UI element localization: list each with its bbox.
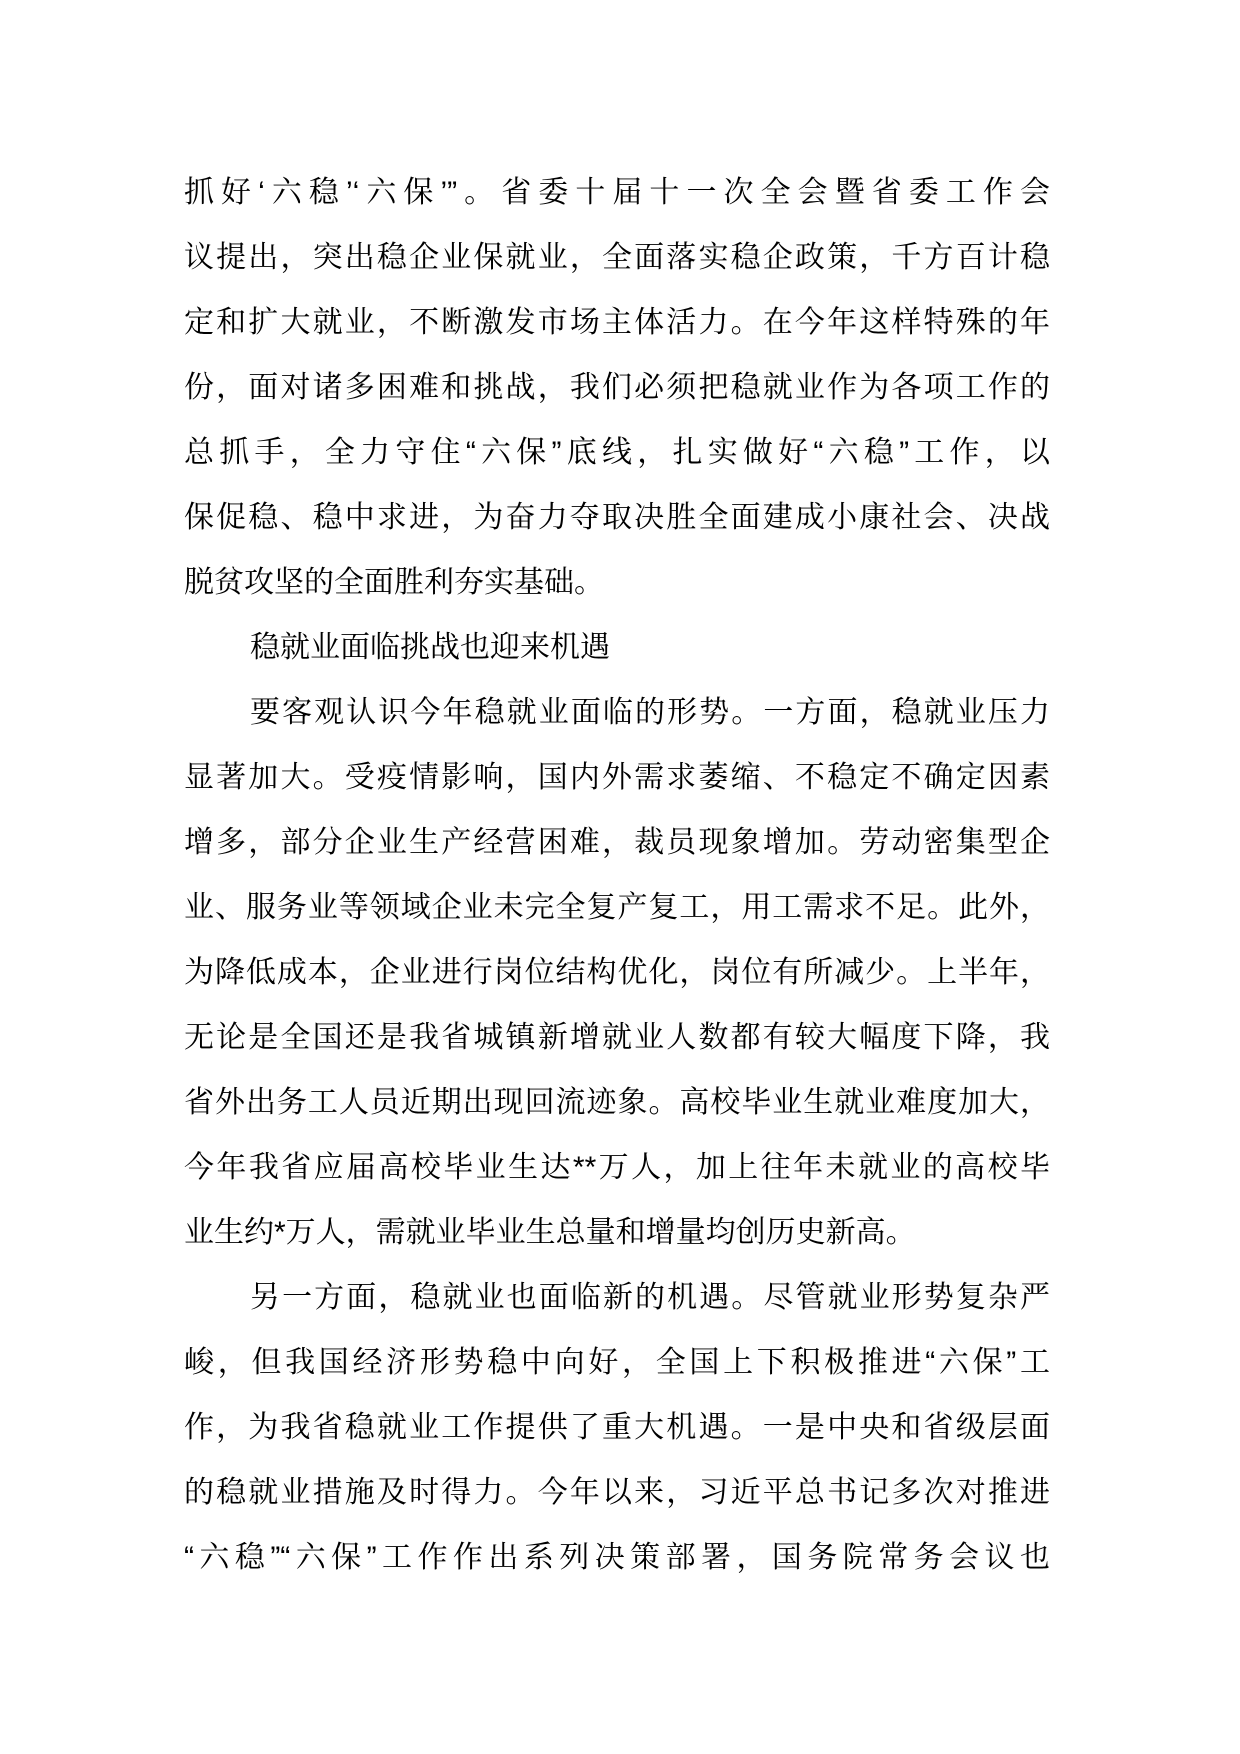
paragraph (184, 1265, 1050, 1590)
text-line: 定和扩大就业，不断激发市场主体活力。在今年这样特殊的年 (184, 306, 1050, 339)
text-line: 另一方面，稳就业也面临新的机遇。尽管就业形势复杂严 (250, 1281, 1050, 1314)
text-line: 脱贫攻坚的全面胜利夯实基础。 (184, 566, 604, 599)
heading-line: 稳就业面临挑战也迎来机遇 (250, 631, 610, 664)
text-line: “六稳”“六保”工作作出系列决策部署，国务院常务会议也 (184, 1541, 1050, 1574)
text-line: 省外出务工人员近期出现回流迹象。高校毕业生就业难度加大， (184, 1086, 1050, 1119)
text-line: 显著加大。受疫情影响，国内外需求萎缩、不稳定不确定因素 (184, 761, 1050, 794)
text-line: 抓好‘六稳’‘六保’”。省委十届十一次全会暨省委工作会 (184, 176, 1050, 209)
text-line: 峻，但我国经济形势稳中向好，全国上下积极推进“六保”工 (184, 1346, 1050, 1379)
text-line: 保促稳、稳中求进，为奋力夺取决胜全面建成小康社会、决战 (184, 501, 1050, 534)
text-line: 业、服务业等领域企业未完全复产复工，用工需求不足。此外， (184, 891, 1050, 924)
text-line: 作，为我省稳就业工作提供了重大机遇。一是中央和省级层面 (184, 1411, 1050, 1444)
text-line: 要客观认识今年稳就业面临的形势。一方面，稳就业压力 (250, 696, 1050, 729)
text-line: 总抓手，全力守住“六保”底线，扎实做好“六稳”工作，以 (184, 436, 1050, 469)
text-line: 议提出，突出稳企业保就业，全面落实稳企政策，千方百计稳 (184, 241, 1050, 274)
paragraph (184, 160, 1050, 615)
text-line: 份，面对诸多困难和挑战，我们必须把稳就业作为各项工作的 (184, 371, 1050, 404)
text-line: 业生约*万人，需就业毕业生总量和增量均创历史新高。 (184, 1216, 916, 1249)
section-heading (184, 615, 1050, 680)
text-line: 的稳就业措施及时得力。今年以来，习近平总书记多次对推进 (184, 1476, 1050, 1509)
text-line: 增多，部分企业生产经营困难，裁员现象增加。劳动密集型企 (184, 826, 1050, 859)
document-text (184, 160, 1050, 1590)
text-line: 为降低成本，企业进行岗位结构优化，岗位有所减少。上半年， (184, 956, 1050, 989)
text-line: 无论是全国还是我省城镇新增就业人数都有较大幅度下降，我 (184, 1021, 1050, 1054)
paragraph (184, 680, 1050, 1265)
text-line: 今年我省应届高校毕业生达**万人，加上往年未就业的高校毕 (184, 1151, 1050, 1184)
